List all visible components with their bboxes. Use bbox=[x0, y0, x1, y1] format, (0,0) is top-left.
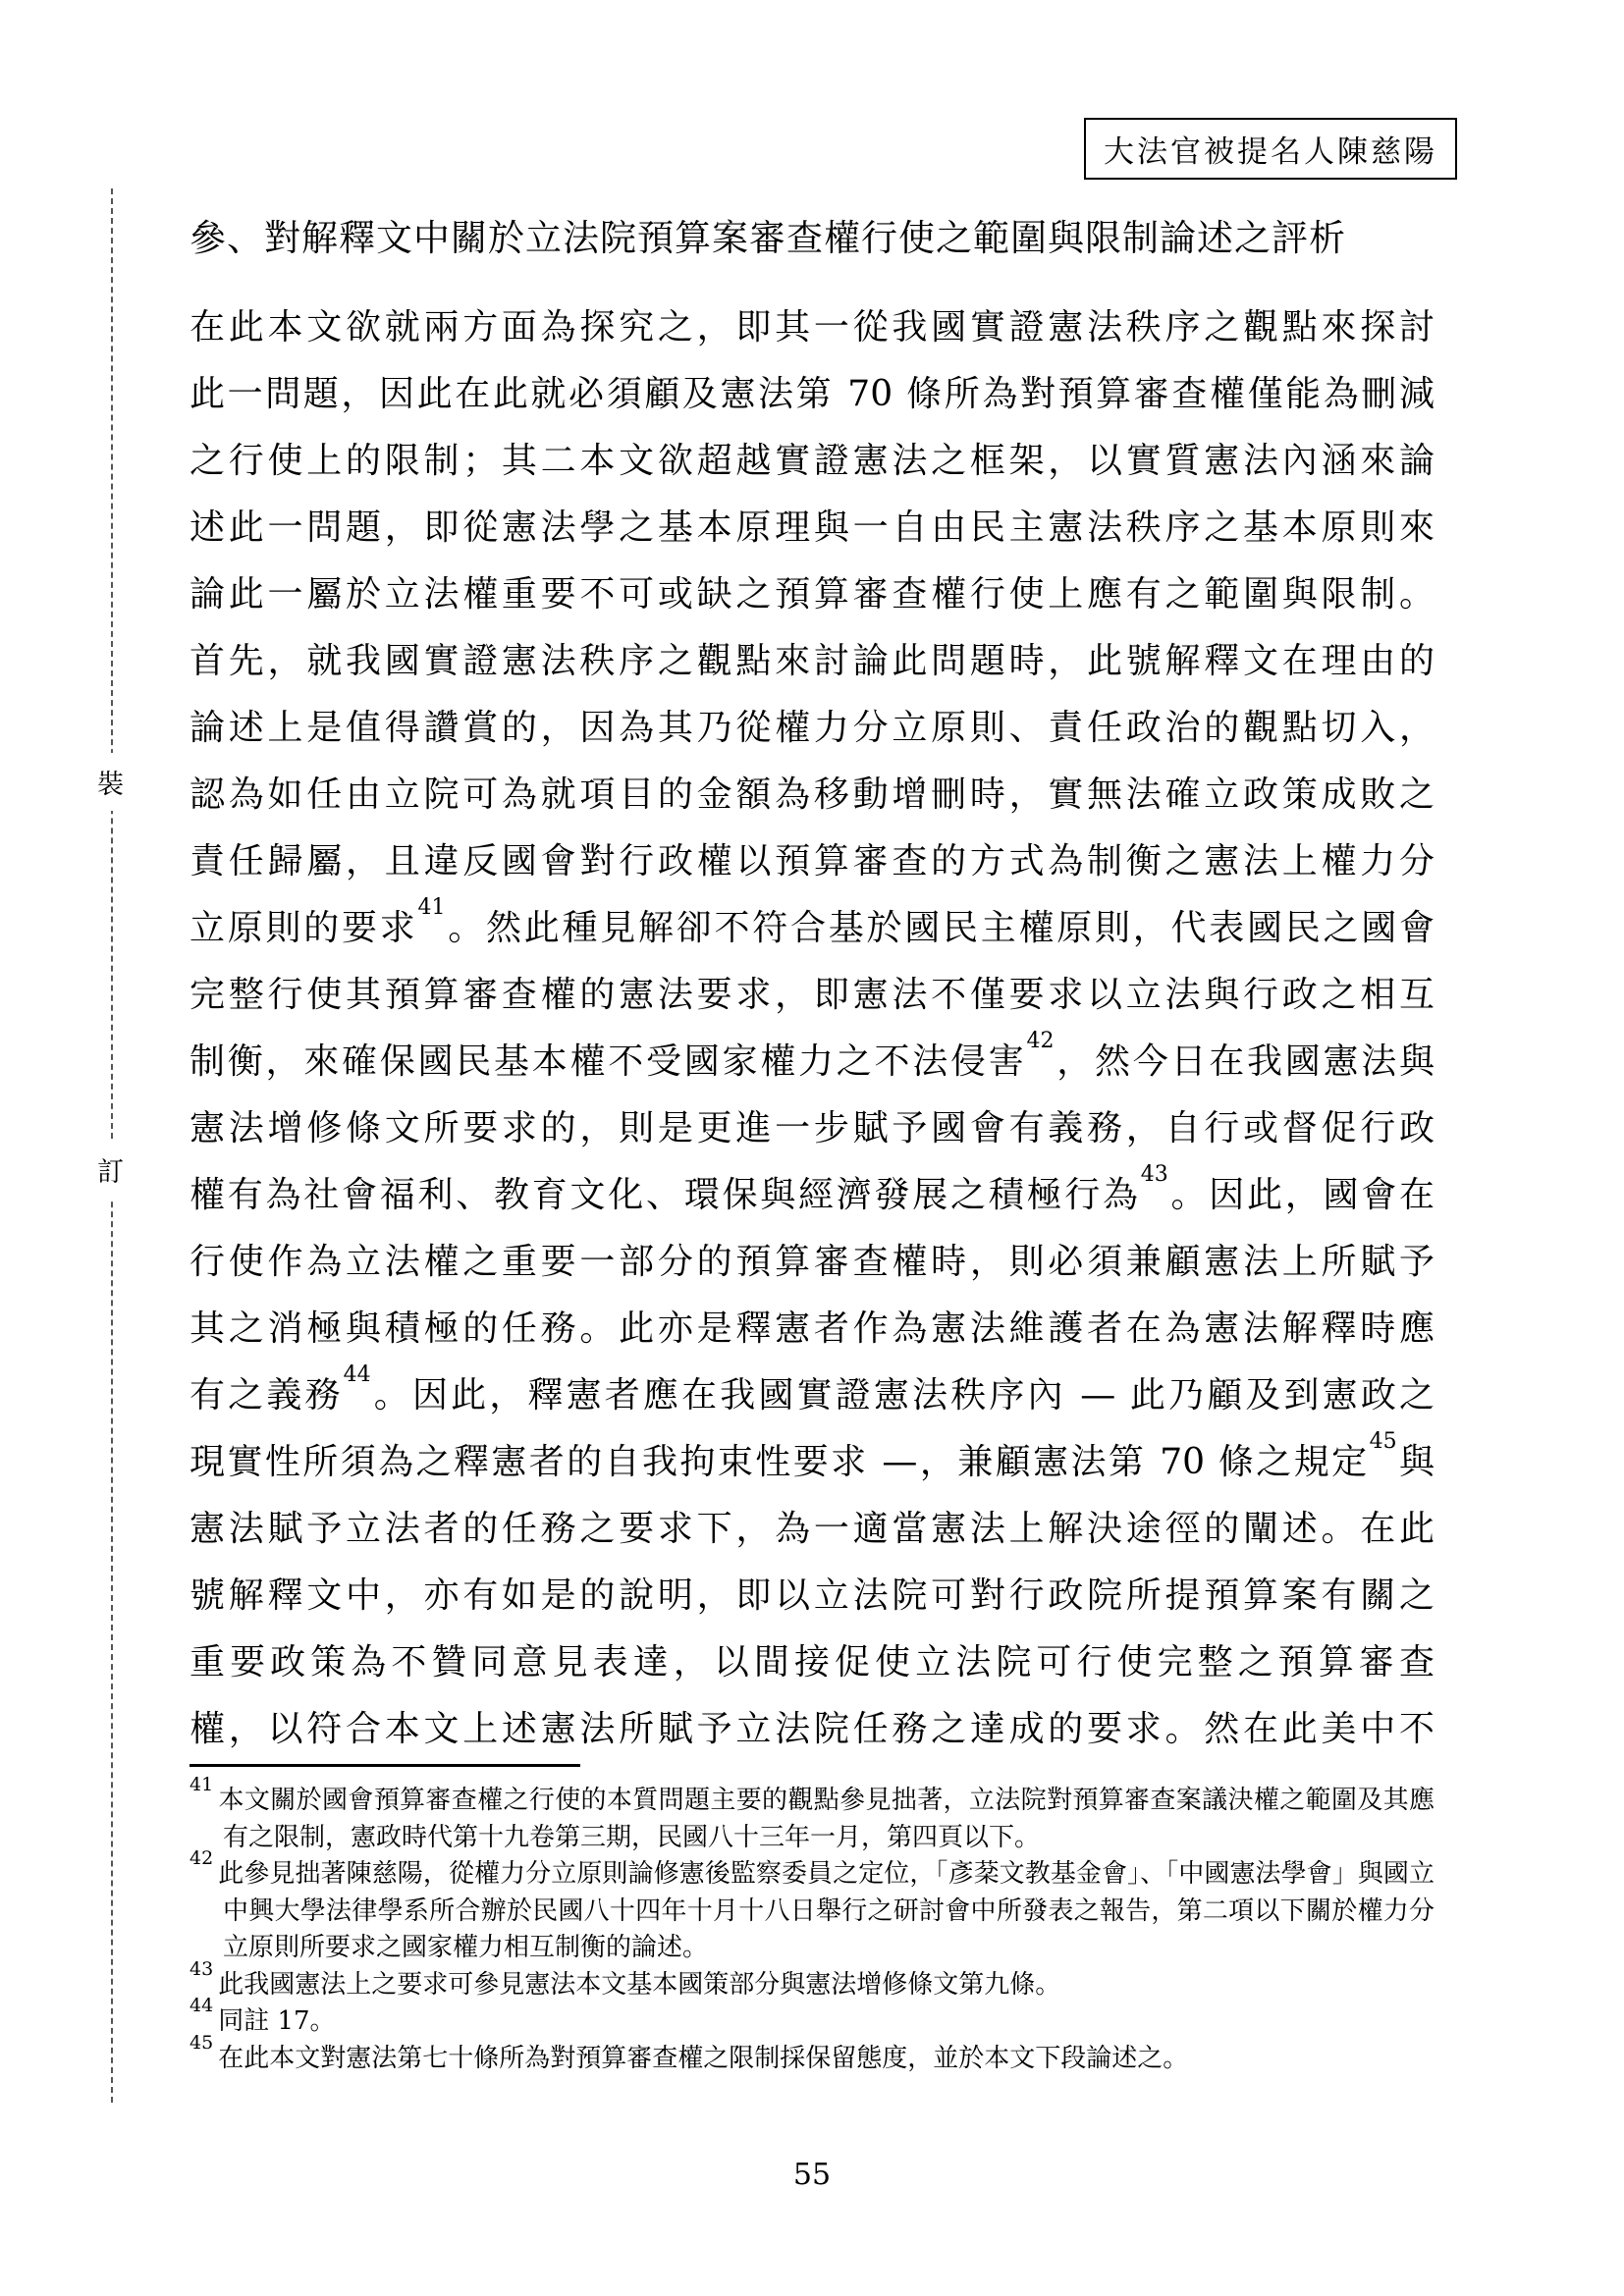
footnote-ref: 42 bbox=[1026, 1029, 1055, 1053]
footnote-item: $^{44}$同註 17。 bbox=[189, 1995, 336, 2036]
body-text bbox=[189, 294, 1435, 1763]
body-line: 之行使上的限制；其二本文欲超越實證憲法之框架，以實質憲法內涵來論 bbox=[189, 441, 1435, 481]
body-line: 有之義務$^{44}$。因此，釋憲者應在我國實證憲法秩序內 — 此乃顧及到憲政之 bbox=[189, 1362, 1435, 1415]
body-line: 完整行使其預算審查權的憲法要求，即憲法不僅要求以立法與行政之相互 bbox=[189, 975, 1435, 1015]
binding-char-zhuang: 裝 bbox=[97, 753, 124, 811]
body-line: 制衡，來確保國民基本權不受國家權力之不法侵害$^{42}$，然今日在我國憲法與 bbox=[189, 1029, 1435, 1082]
body-line: 其之消極與積極的任務。此亦是釋憲者作為憲法維護者在為憲法解釋時應 bbox=[189, 1308, 1435, 1349]
section-heading: 參、對解釋文中關於立法院預算案審查權行使之範圍與限制論述之評析 bbox=[189, 217, 1346, 259]
binding-line bbox=[97, 188, 124, 2103]
page-number: 55 bbox=[792, 2158, 832, 2192]
main-content bbox=[189, 214, 1435, 1763]
footnote-item: $^{43}$此我國憲法上之要求可參見憲法本文基本國策部分與憲法增修條文第九條。 bbox=[189, 1957, 1061, 2000]
footnote-ref: 41 bbox=[417, 895, 446, 920]
footnote-block bbox=[189, 1764, 1435, 2077]
body-line: 行使作為立法權之重要一部分的預算審查權時，則必須兼顧憲法上所賦予 bbox=[189, 1242, 1435, 1282]
header-badge-text: 大法官被提名人陳慈陽 bbox=[1104, 134, 1437, 170]
footnote-ref: 45 bbox=[1369, 1429, 1397, 1454]
body-line: 重要政策為不贊同意見表達，以間接促使立法院可行使完整之預算審查 bbox=[189, 1642, 1435, 1682]
body-line: 權有為社會福利、教育文化、環保與經濟發展之積極行為$^{43}$。因此，國會在 bbox=[189, 1162, 1435, 1215]
binding-char-ding: 訂 bbox=[97, 1141, 124, 1199]
footnote-ref: 44 bbox=[343, 1362, 371, 1387]
body-line: 現實性所須為之釋憲者的自我拘束性要求 —，兼顧憲法第 70 條之規定$^{45}$與 bbox=[189, 1429, 1435, 1482]
footnote-number: 42 bbox=[189, 1847, 214, 1870]
header-badge bbox=[1084, 118, 1457, 180]
body-line: 述此一問題，即從憲法學之基本原理與一自由民主憲法秩序之基本原則來 bbox=[189, 507, 1435, 548]
footnote-number: 45 bbox=[189, 2031, 214, 2054]
body-line: 首先，就我國實證憲法秩序之觀點來討論此問題時，此號解釋文在理由的 bbox=[189, 641, 1435, 681]
footnote-separator bbox=[189, 1764, 580, 1767]
footnote-item: $^{41}$本文關於國會預算審查權之行使的本質問題主要的觀點參見拙著，立法院對預算審查案議決權之範圍及其應有之限制，憲政時代第十九卷第三期，民國八十三年一月，第四頁以下。 bbox=[189, 1774, 1435, 1852]
body-line: 憲法賦予立法者的任務之要求下，為一適當憲法上解決途徑的闡述。在此 bbox=[189, 1509, 1435, 1549]
footnote-number: 41 bbox=[189, 1774, 214, 1796]
footnote-item: $^{45}$在此本文對憲法第七十條所為對預算審查權之限制採保留態度，並於本文下段論述之。 bbox=[189, 2031, 1189, 2073]
footnote-item: $^{42}$此參見拙著陳慈陽，從權力分立原則論修憲後監察委員之定位，「彥棻文教基金會」、「中國憲法學會」與國立中興大學法律學系所合辦於民國八十四年十月十八日舉行之研討會中所發表之報告，第二項以下關於權力分立原則所要求之國家權力相互制衡的論述。 bbox=[189, 1847, 1435, 1962]
body-line: 此一問題，因此在此就必須顧及憲法第 70 條所為對預算審查權僅能為刪減 bbox=[189, 374, 1435, 414]
body-line: 論述上是值得讚賞的，因為其乃從權力分立原則、責任政治的觀點切入， bbox=[189, 708, 1435, 748]
footnote-number: 44 bbox=[189, 1995, 214, 2017]
body-line: 在此本文欲就兩方面為探究之，即其一從我國實證憲法秩序之觀點來探討 bbox=[189, 307, 1435, 347]
body-line: 認為如任由立院可為就項目的金額為移動增刪時，實無法確立政策成敗之 bbox=[189, 774, 1435, 815]
body-line: 號解釋文中，亦有如是的說明，即以立法院可對行政院所提預算案有關之 bbox=[189, 1575, 1435, 1616]
body-line: 責任歸屬，且違反國會對行政權以預算審查的方式為制衡之憲法上權力分 bbox=[189, 841, 1435, 881]
body-line: 憲法增修條文所要求的，則是更進一步賦予國會有義務，自行或督促行政 bbox=[189, 1108, 1435, 1148]
footnote-number: 43 bbox=[189, 1957, 214, 1980]
body-line: 立原則的要求$^{41}$。然此種見解卻不符合基於國民主權原則，代表國民之國會 bbox=[189, 895, 1435, 948]
body-line: 論此一屬於立法權重要不可或缺之預算審查權行使上應有之範圍與限制。 bbox=[189, 574, 1435, 614]
body-line: 權，以符合本文上述憲法所賦予立法院任務之達成的要求。然在此美中不 bbox=[189, 1709, 1435, 1749]
footnotes bbox=[189, 1774, 1435, 2077]
footnote-ref: 43 bbox=[1140, 1162, 1168, 1187]
